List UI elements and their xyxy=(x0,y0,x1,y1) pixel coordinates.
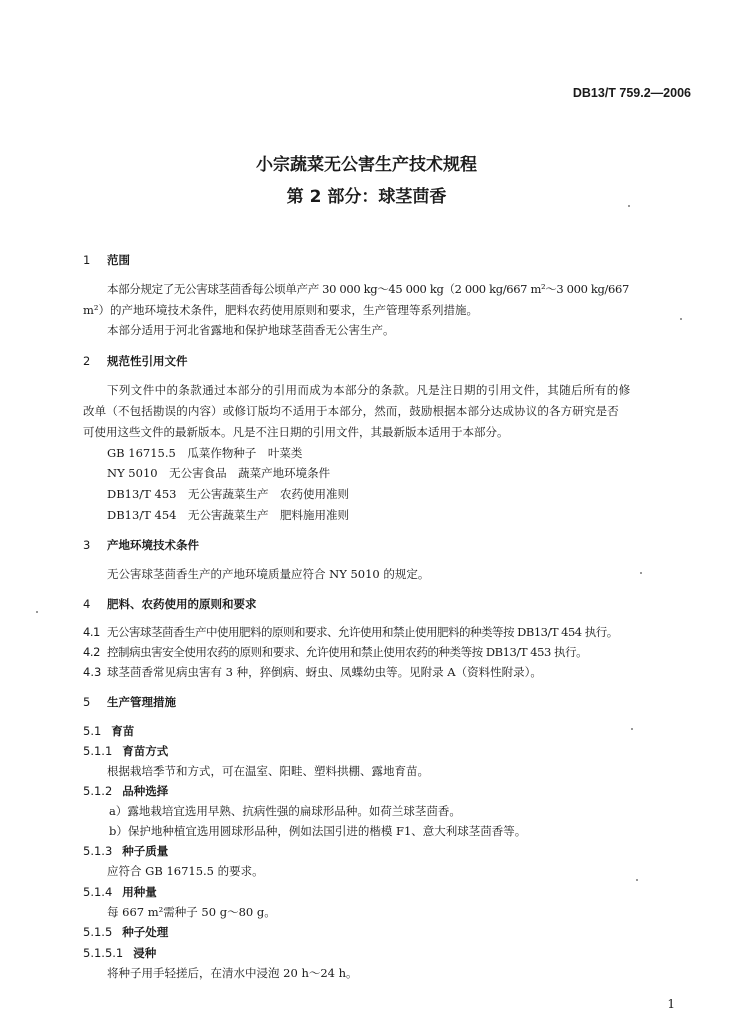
section-heading-4 xyxy=(83,596,257,612)
list-item: a）露地栽培宜选用早熟、抗病性强的扁球形品种。如荷兰球茎茴香。 xyxy=(109,804,461,818)
subsection-title: 育苗方式 xyxy=(122,744,169,758)
standard-code: DB13/T 759.2—2006 xyxy=(572,86,691,100)
subsection-heading xyxy=(83,743,168,759)
section-number: 2 xyxy=(83,354,91,368)
clause-text: 球茎茴香常见病虫害有 3 种，猝倒病、蚜虫、凤蝶幼虫等。见附录 A（资料性附录）。 xyxy=(107,665,542,679)
reference-item: GB 16715.5 瓜菜作物种子 叶菜类 xyxy=(107,446,303,460)
reference-item: DB13/T 453 无公害蔬菜生产 农药使用准则 xyxy=(107,487,349,501)
section-title: 生产管理措施 xyxy=(107,695,176,709)
scan-speck xyxy=(680,318,682,320)
subsection-number: 5.1.2 xyxy=(83,784,113,798)
section-number: 5 xyxy=(83,695,91,709)
list-item: b）保护地种植宜选用圆球形品种，例如法国引进的楷模 F1、意大利球茎茴香等。 xyxy=(109,824,527,838)
scan-speck xyxy=(36,611,38,613)
clause-text: 控制病虫害安全使用农药的原则和要求、允许使用和禁止使用农药的种类等按 DB13/T 453 执行。 xyxy=(107,645,588,659)
subsection-number: 5.1.3 xyxy=(83,844,113,858)
subsection-heading xyxy=(83,843,168,859)
subsection-title: 育苗 xyxy=(111,724,135,738)
subsection-number: 5.1.4 xyxy=(83,885,113,899)
paragraph: 应符合 GB 16715.5 的要求。 xyxy=(107,864,264,878)
subsection-title: 用种量 xyxy=(122,885,157,899)
document-title: 小宗蔬菜无公害生产技术规程 xyxy=(256,155,477,175)
section-heading-3 xyxy=(83,537,199,553)
section-heading-2 xyxy=(83,353,188,369)
section-heading-5 xyxy=(83,694,176,710)
document-subtitle: 第 2 部分：球茎茴香 xyxy=(286,187,447,207)
section-heading-1 xyxy=(83,252,130,268)
paragraph: 本部分适用于河北省露地和保护地球茎茴香无公害生产。 xyxy=(107,323,395,337)
page-number: 1 xyxy=(667,997,675,1011)
clause-item xyxy=(83,644,587,660)
scan-speck xyxy=(636,879,638,881)
subsection-number: 5.1.5 xyxy=(83,925,113,939)
section-title: 范围 xyxy=(107,253,130,267)
subsection-title: 种子质量 xyxy=(122,844,169,858)
paragraph-continued: 改单（不包括勘误的内容）或修订版均不适用于本部分，然而，鼓励根据本部分达成协议的各方研究是否 xyxy=(83,404,619,418)
clause-number: 4.1 xyxy=(83,625,100,639)
subsection-heading xyxy=(83,924,168,940)
subsection-title: 种子处理 xyxy=(122,925,169,939)
scan-speck xyxy=(628,205,630,207)
scan-speck xyxy=(640,572,642,574)
subsection-title: 品种选择 xyxy=(122,784,169,798)
paragraph: 下列文件中的条款通过本部分的引用而成为本部分的条款。凡是注日期的引用文件，其随后所有的修 xyxy=(107,383,631,397)
paragraph: 本部分规定了无公害球茎茴香每公顷单产产 30 000 kg～45 000 kg（2 000 kg/667 m²～3 000 kg/667 xyxy=(107,282,629,296)
section-number: 3 xyxy=(83,538,91,552)
paragraph-continued: m²）的产地环境技术条件，肥料农药使用原则和要求，生产管理等系列措施。 xyxy=(83,303,479,317)
section-number: 1 xyxy=(83,253,91,267)
clause-number: 4.3 xyxy=(83,665,102,679)
section-title: 肥料、农药使用的原则和要求 xyxy=(107,597,257,611)
section-title: 产地环境技术条件 xyxy=(107,538,199,552)
subsection-heading xyxy=(83,783,168,799)
scan-speck xyxy=(631,728,633,730)
paragraph-continued: 可使用这些文件的最新版本。凡是不注日期的引用文件，其最新版本适用于本部分。 xyxy=(83,425,509,439)
paragraph: 根据栽培季节和方式，可在温室、阳畦、塑料拱棚、露地育苗。 xyxy=(107,764,429,778)
subsection-heading xyxy=(83,723,134,739)
clause-text: 无公害球茎茴香生产中使用肥料的原则和要求、允许使用和禁止使用肥料的种类等按 DB13/T 454 执行。 xyxy=(107,625,618,639)
subsection-number: 5.1 xyxy=(83,724,102,738)
paragraph: 将种子用手轻搓后，在清水中浸泡 20 h～24 h。 xyxy=(107,966,358,980)
clause-item xyxy=(83,624,618,640)
subsection-heading xyxy=(83,945,156,961)
subsection-number: 5.1.5.1 xyxy=(83,946,124,960)
subsection-heading xyxy=(83,884,157,900)
paragraph: 每 667 m²需种子 50 g～80 g。 xyxy=(107,905,276,919)
paragraph: 无公害球茎茴香生产的产地环境质量应符合 NY 5010 的规定。 xyxy=(107,567,430,581)
section-number: 4 xyxy=(83,597,91,611)
clause-item xyxy=(83,664,542,680)
subsection-number: 5.1.1 xyxy=(83,744,113,758)
reference-item: NY 5010 无公害食品 蔬菜产地环境条件 xyxy=(107,466,331,480)
subsection-title: 浸种 xyxy=(133,946,157,960)
clause-number: 4.2 xyxy=(83,645,100,659)
reference-item: DB13/T 454 无公害蔬菜生产 肥料施用准则 xyxy=(107,508,349,522)
section-title: 规范性引用文件 xyxy=(107,354,188,368)
